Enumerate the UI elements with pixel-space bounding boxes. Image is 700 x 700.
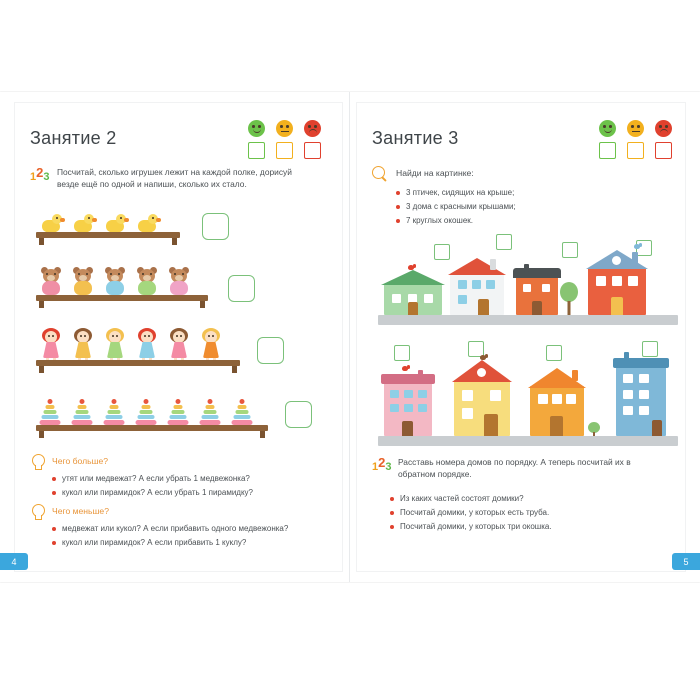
street-row2 xyxy=(378,436,678,446)
pyramid-ring xyxy=(78,405,87,409)
doll-dress xyxy=(75,342,91,358)
bear-eye xyxy=(174,273,176,275)
list-item: Из каких частей состоят домики? xyxy=(390,492,660,506)
duck-eye xyxy=(56,217,58,219)
house-window xyxy=(458,280,467,289)
list-item: 3 дома с красными крышами; xyxy=(396,200,646,214)
badge-digit-1: 1 xyxy=(30,171,37,183)
pyramid-ring xyxy=(238,405,247,409)
pyramid-ring xyxy=(108,410,121,414)
house-chimney xyxy=(632,252,638,264)
list-item: 3 птичек, сидящих на крыше; xyxy=(396,186,646,200)
list-item: медвежат или кукол? А если прибавить одного медвежонка? xyxy=(52,522,322,536)
pyramid-ring xyxy=(74,415,91,419)
pyramid-ring xyxy=(72,420,93,425)
bird-icon xyxy=(402,365,410,372)
house-window xyxy=(628,276,638,286)
bear-eye xyxy=(86,273,88,275)
bear-body xyxy=(170,281,188,295)
doll-toy xyxy=(200,328,222,360)
shelf-leg xyxy=(260,431,265,438)
find-task-label: Найди на картинке: xyxy=(396,168,474,178)
right-questions xyxy=(390,492,660,534)
pyramid-ring xyxy=(40,420,61,425)
bear-body xyxy=(74,281,92,295)
pyramid-toy xyxy=(70,399,94,425)
house-window xyxy=(639,374,649,383)
mouth xyxy=(253,128,261,133)
bird-head xyxy=(485,354,489,358)
house-window xyxy=(596,276,606,286)
shelf-leg xyxy=(200,301,205,308)
duck-beak xyxy=(60,218,65,222)
hint-less-items xyxy=(52,522,322,550)
doll-dress xyxy=(171,342,187,358)
pyramid-ring xyxy=(44,410,57,414)
pyramid-top xyxy=(144,399,149,404)
duck-eye xyxy=(120,217,122,219)
badge-digit-3: 3 xyxy=(385,461,392,473)
house-door xyxy=(532,301,542,315)
bear-eye xyxy=(78,273,80,275)
doll-face xyxy=(173,331,185,343)
doll-toy xyxy=(104,328,126,360)
house-window xyxy=(639,406,649,415)
pyramid-ring xyxy=(202,415,219,419)
bear-toy xyxy=(104,267,126,295)
house-window xyxy=(612,276,622,286)
tracker-item[interactable] xyxy=(599,120,616,159)
duck-eye xyxy=(88,217,90,219)
lightbulb-icon-less xyxy=(31,504,44,521)
duck-beak xyxy=(156,218,161,222)
number-task-instruction: Расставь номера домов по порядку. А теперь посчитай их в обратном порядке. xyxy=(398,457,631,480)
pyramid-toy xyxy=(166,399,190,425)
house-number-box[interactable] xyxy=(496,234,512,250)
pyramid-ring xyxy=(46,405,55,409)
shelf-leg xyxy=(172,238,177,245)
bird-head xyxy=(413,264,417,268)
doll-face xyxy=(77,331,89,343)
pyramid-top xyxy=(48,399,53,404)
duck-beak xyxy=(124,218,129,222)
bear-eye xyxy=(46,273,48,275)
pyramid-ring xyxy=(140,410,153,414)
tracker-checkbox[interactable] xyxy=(655,142,672,159)
doll-eye xyxy=(212,335,214,337)
bird-icon xyxy=(480,354,488,361)
bird-icon xyxy=(634,243,642,250)
badge-123-right xyxy=(372,455,392,473)
badge-digit-2: 2 xyxy=(36,165,44,180)
bear-eye xyxy=(118,273,120,275)
house-green xyxy=(384,270,442,315)
house-window-round xyxy=(477,368,486,377)
bear-toy xyxy=(40,267,62,295)
bush-trunk xyxy=(593,432,595,436)
house-door xyxy=(550,416,563,436)
tracker-item[interactable] xyxy=(248,120,265,159)
badge-digit-2: 2 xyxy=(378,455,386,470)
page-number-left: 4 xyxy=(0,553,28,570)
house-window-round xyxy=(612,256,621,265)
list-item: кукол или пирамидок? А если прибавить 1 куклу? xyxy=(52,536,322,550)
list-item: Посчитай домики, у которых три окошка. xyxy=(390,520,660,534)
pyramid-toy xyxy=(102,399,126,425)
house-window xyxy=(566,394,576,404)
house-window xyxy=(472,280,481,289)
page-title: Занятие 3 xyxy=(372,128,459,148)
house-chimney xyxy=(572,370,578,381)
bear-body xyxy=(106,281,124,295)
house-roof xyxy=(381,374,435,384)
house-chimney xyxy=(490,259,496,270)
list-item: утят или медвежат? А если убрать 1 медвежонка? xyxy=(52,472,312,486)
house-number-box[interactable] xyxy=(546,345,562,361)
doll-dress xyxy=(139,342,155,358)
page-number-right: 5 xyxy=(672,553,700,570)
pyramid-toy xyxy=(134,399,158,425)
house-orange xyxy=(516,264,558,315)
pyramid-ring xyxy=(106,415,123,419)
pyramid-ring xyxy=(204,410,217,414)
book-spread xyxy=(0,92,700,582)
pyramid-ring xyxy=(234,415,251,419)
bulb-base xyxy=(35,465,42,470)
page-title: Занятие 2 xyxy=(30,128,117,148)
answer-box-bears[interactable] xyxy=(228,275,255,302)
duck-toy xyxy=(106,214,126,232)
pyramid-ring xyxy=(104,420,125,425)
list-item: 7 круглых окошек. xyxy=(396,214,646,228)
house-window xyxy=(639,390,649,399)
doll-eye xyxy=(208,335,210,337)
house-window xyxy=(462,390,473,401)
shelf-ducks xyxy=(36,232,180,238)
tracker-item[interactable] xyxy=(304,120,321,159)
right-page xyxy=(350,92,700,582)
pyramid-toy xyxy=(38,399,62,425)
pyramid-ring xyxy=(138,415,155,419)
pyramid-ring xyxy=(236,410,249,414)
smiley-neutral-icon xyxy=(627,120,644,137)
doll-eye xyxy=(180,335,182,337)
progress-tracker-left xyxy=(248,120,321,159)
shelf-dolls xyxy=(36,360,240,366)
house-yellow xyxy=(454,360,510,436)
tracker-checkbox[interactable] xyxy=(248,142,265,159)
doll-face xyxy=(109,331,121,343)
house-window xyxy=(390,390,399,398)
house-window xyxy=(418,390,427,398)
hint-more-label: Чего больше? xyxy=(52,456,109,466)
house-window xyxy=(390,404,399,412)
list-item: Посчитай домики, у которых есть труба. xyxy=(390,506,660,520)
pyramid-top xyxy=(176,399,181,404)
hint-less-label: Чего меньше? xyxy=(52,506,109,516)
house-window xyxy=(462,408,473,419)
tree-icon xyxy=(560,282,578,315)
doll-eye xyxy=(52,335,54,337)
bear-body xyxy=(138,281,156,295)
pyramid-ring xyxy=(174,405,183,409)
house-window xyxy=(418,404,427,412)
tracker-checkbox[interactable] xyxy=(304,142,321,159)
bush-icon xyxy=(588,422,600,436)
tracker-item[interactable] xyxy=(655,120,672,159)
mouth xyxy=(660,129,668,134)
duck-beak xyxy=(92,218,97,222)
bird-head xyxy=(639,243,643,247)
pyramid-ring xyxy=(232,420,253,425)
house-door xyxy=(652,420,662,436)
doll-dress xyxy=(203,342,219,358)
pyramid-ring xyxy=(76,410,89,414)
bird-head xyxy=(407,365,411,369)
house-window xyxy=(552,394,562,404)
tracker-item[interactable] xyxy=(276,120,293,159)
house-chimney xyxy=(418,370,423,377)
hint-more-items xyxy=(52,472,312,500)
house-window xyxy=(486,280,495,289)
house-orange-striped xyxy=(530,368,584,436)
doll-dress xyxy=(107,342,123,358)
shelf-leg xyxy=(232,366,237,373)
bird-icon xyxy=(408,264,416,271)
doll-eye xyxy=(48,335,50,337)
mouth xyxy=(309,129,317,134)
pyramid-ring xyxy=(168,420,189,425)
house-door xyxy=(402,421,413,436)
bear-eye xyxy=(142,273,144,275)
house-window xyxy=(523,284,531,292)
doll-toy xyxy=(40,328,62,360)
tracker-checkbox[interactable] xyxy=(627,142,644,159)
pyramid-ring xyxy=(142,405,151,409)
progress-tracker-right xyxy=(599,120,672,159)
pyramid-top xyxy=(208,399,213,404)
bear-toy xyxy=(72,267,94,295)
duck-eye xyxy=(152,217,154,219)
pyramid-ring xyxy=(206,405,215,409)
doll-toy xyxy=(72,328,94,360)
doll-dress xyxy=(43,342,59,358)
pyramid-toy xyxy=(198,399,222,425)
doll-toy xyxy=(136,328,158,360)
house-door xyxy=(408,302,418,315)
magnifier-icon xyxy=(372,166,388,182)
house-window xyxy=(490,390,501,401)
doll-eye xyxy=(80,335,82,337)
bear-toy xyxy=(168,267,190,295)
house-pink xyxy=(384,370,432,436)
doll-eye xyxy=(84,335,86,337)
answer-box-dolls[interactable] xyxy=(257,337,284,364)
house-window xyxy=(404,390,413,398)
magnifier-handle xyxy=(381,176,386,181)
house-window xyxy=(404,404,413,412)
mouth xyxy=(604,128,612,133)
pyramid-ring xyxy=(172,410,185,414)
house-window xyxy=(458,295,467,304)
smiley-happy-icon xyxy=(248,120,265,137)
left-page xyxy=(0,92,350,582)
pyramid-toy xyxy=(230,399,254,425)
badge-digit-3: 3 xyxy=(43,171,50,183)
house-chimney xyxy=(624,352,629,361)
smiley-sad-icon xyxy=(304,120,321,137)
find-task-items xyxy=(396,186,646,228)
doll-eye xyxy=(144,335,146,337)
doll-eye xyxy=(148,335,150,337)
tree-crown xyxy=(560,282,578,302)
house-window xyxy=(623,390,633,399)
doll-toy xyxy=(168,328,190,360)
house-number-box[interactable] xyxy=(562,242,578,258)
pyramid-top xyxy=(112,399,117,404)
house-roof xyxy=(448,258,506,275)
bear-body xyxy=(42,281,60,295)
house-window xyxy=(392,294,401,303)
house-door xyxy=(484,414,498,436)
house-chimney xyxy=(524,264,529,272)
bear-toy xyxy=(136,267,158,295)
shelf-pyramids xyxy=(36,425,268,431)
tree-trunk xyxy=(568,301,571,315)
doll-eye xyxy=(112,335,114,337)
house-window xyxy=(424,294,433,303)
house-door xyxy=(478,299,489,315)
bulb-base xyxy=(35,515,42,520)
pyramid-ring xyxy=(110,405,119,409)
answer-box-pyramids[interactable] xyxy=(285,401,312,428)
mouth xyxy=(632,131,640,132)
duck-toy xyxy=(138,214,158,232)
bear-eye xyxy=(54,273,56,275)
pyramid-top xyxy=(240,399,245,404)
house-window xyxy=(542,284,550,292)
smiley-neutral-icon xyxy=(276,120,293,137)
smiley-happy-icon xyxy=(599,120,616,137)
answer-box-ducks[interactable] xyxy=(202,213,229,240)
house-red xyxy=(588,250,646,315)
doll-eye xyxy=(176,335,178,337)
house-blue-tall xyxy=(616,352,666,436)
bear-eye xyxy=(110,273,112,275)
badge-digit-1: 1 xyxy=(372,461,379,473)
bear-eye xyxy=(182,273,184,275)
house-roof xyxy=(613,358,669,368)
shelf-bears xyxy=(36,295,208,301)
pyramid-ring xyxy=(200,420,221,425)
house-white-red-roof xyxy=(450,258,504,315)
house-door xyxy=(611,297,623,315)
duck-toy xyxy=(74,214,94,232)
pyramid-ring xyxy=(170,415,187,419)
tracker-checkbox[interactable] xyxy=(276,142,293,159)
house-roof xyxy=(513,268,561,278)
house-number-box[interactable] xyxy=(394,345,410,361)
doll-face xyxy=(205,331,217,343)
badge-123-left xyxy=(30,165,50,183)
street-row1 xyxy=(378,315,678,325)
bear-eye xyxy=(150,273,152,275)
smiley-sad-icon xyxy=(655,120,672,137)
doll-face xyxy=(141,331,153,343)
doll-eye xyxy=(116,335,118,337)
duck-toy xyxy=(42,214,62,232)
house-window xyxy=(538,394,548,404)
tracker-item[interactable] xyxy=(627,120,644,159)
lightbulb-icon-more xyxy=(31,454,44,471)
pyramid-top xyxy=(80,399,85,404)
house-roof xyxy=(381,270,445,285)
pyramid-ring xyxy=(42,415,59,419)
list-item: кукол или пирамидок? А если убрать 1 пирамидку? xyxy=(52,486,312,500)
left-instruction: Посчитай, сколько игрушек лежит на каждой полке, дорисуй везде ещё по одной и напиши, сколько их стало. xyxy=(57,167,292,190)
house-window xyxy=(623,374,633,383)
house-window xyxy=(623,406,633,415)
mouth xyxy=(281,131,289,132)
tracker-checkbox[interactable] xyxy=(599,142,616,159)
pyramid-ring xyxy=(136,420,157,425)
doll-face xyxy=(45,331,57,343)
